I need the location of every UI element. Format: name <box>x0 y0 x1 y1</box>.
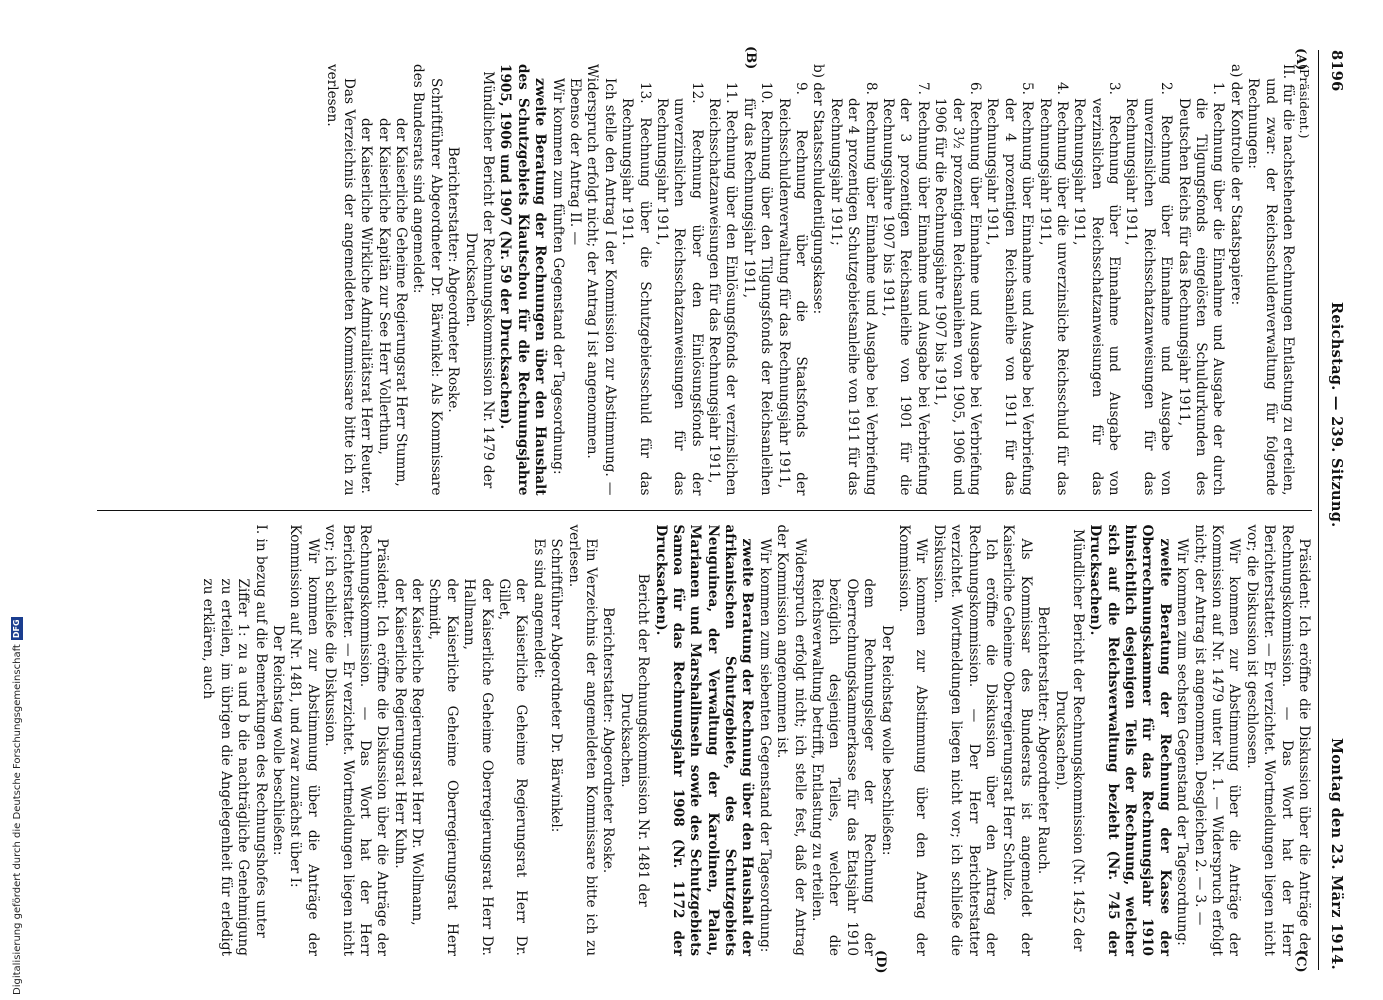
left-column <box>78 50 1318 510</box>
paragraph: der Kaiserliche Kapitän zur See Herr Vollerthun, <box>375 118 392 455</box>
right-column <box>78 511 1318 971</box>
paragraph: Ich stelle den Antrag I der Kommission zur Abstimmung. — Widerspruch erfolgt nicht; der Antrag I ist angenommen. <box>584 64 618 496</box>
paragraph: b) der Staatsschuldentilgungskasse: <box>810 64 827 315</box>
document-page <box>45 40 1345 980</box>
text-columns <box>78 46 1318 974</box>
list-item: 11. Rechnung über den Einlösungsfonds der verzinslichen Reichsschatzanweisungen für das Rechnungsjahr 1911, <box>706 82 740 496</box>
paragraph: Präsident: Ich eröffne die Diskussion über die Anträge der Rechnungskommission. — Das Wort hat der Herr Berichterstatter. — Er verzichtet. Wortmeldungen liegen nicht vor; ich schließe die Diskussion. <box>322 524 391 956</box>
paragraph: Mündlicher Bericht der Rechnungskommission (Nr. 1452 der Drucksachen). <box>1052 529 1086 952</box>
list-item: 8. Rechnung über Einnahme und Ausgabe bei Verbriefung der 4 prozentigen Schutzgebietsanleihe von 1911 für das Rechnungsjahr 1911; <box>827 82 879 496</box>
margin-mark-a: (A) <box>1293 48 1308 71</box>
list-item: 3. Rechnung über Einnahme und Ausgabe von verzinslichen Reichsschatzanweisungen für das Rechnungsjahr 1911, <box>1071 82 1123 496</box>
agenda-item: zweite Beratung der Rechnung der Kasse der Oberrechnungskammer für das Rechnungsjahr 1910 hinsichtlich desjenigen Teils der Rechnung, welcher sich auf die Reichsverwaltung bezieht (Nr. 745 der Drucksachen). <box>1087 524 1173 956</box>
agenda-item: zweite Beratung der Rechnung über den Haushalt der afrikanischen Schutzgebiete, des Schutzgebiets Neuguinea, der Verwaltung der Karolinen, Palau, Marianen und Marshallinseln sowie des Schutzgebiets Samoa für das Rechnungsjahr 1908 (Nr. 1172 der Drucksachen). <box>652 524 756 956</box>
list-item: 9. Rechnung über die Staatsfonds der Reichsschuldenverwaltung für das Rechnungsjahr 1911, <box>775 82 810 496</box>
speaker-tag: (Präsident.) <box>1297 64 1312 139</box>
page-header <box>1318 50 1345 970</box>
paragraph: Schriftführer Abgeordneter Dr. Bärwinkel: <box>548 538 565 833</box>
list-item: 6. Rechnung über Einnahme und Ausgabe bei Verbriefung der 3½ prozentigen Reichsanleihen von 1905, 1906 und 1906 für die Rechnungsjahre 1907 bis 1911, <box>932 82 983 496</box>
credit-text: Digitalisierung gefördert durch die Deutsche Forschungsgemeinschaft <box>11 644 23 995</box>
list-item: 1. Rechnung über die Einnahme und Ausgabe der durch die Tilgungsfonds eingelösten Schuldurkunden des Deutschen Reichs für das Rechnungsjahr 1911, <box>1175 82 1227 496</box>
paragraph: der Kaiserliche Wirkliche Admiralitätsrat Herr Reuter. <box>358 118 375 494</box>
paragraph: Präsident: Ich eröffne die Diskussion über die Anträge der Rechnungskommission. — Das Wort hat der Herr Berichterstatter. — Er verzichtet. Wortmeldungen liegen nicht vor; die Diskussion ist geschlossen. <box>1243 524 1312 956</box>
paragraph: der Kaiserliche Geheime Regierungsrat Herr Stumm, <box>393 118 410 487</box>
paragraph: Wir kommen zur Abstimmung über den Antrag der Kommission. <box>896 524 930 956</box>
session-title: Reichstag. — 239. Sitzung. <box>1328 301 1345 528</box>
list-item: 2. Rechnung über Einnahme und Ausgabe von unverzinslichen Reichsschatzanweisungen für das Rechnungsjahr 1911, <box>1123 82 1175 496</box>
paragraph: der Kaiserliche Geheime Regierungsrat Herr Dr. Gillet, <box>496 578 530 956</box>
paragraph: Berichterstatter: Abgeordneter Roske. <box>600 607 617 874</box>
paragraph: Berichterstatter: Abgeordneter Rauch. <box>1035 606 1052 875</box>
paragraph: Es sind angemeldet: <box>530 538 547 679</box>
paragraph: Widerspruch erfolgt nicht; ich stelle fest, daß der Antrag der Kommission angenommen ist. <box>774 524 808 956</box>
list-item: 5. Rechnung über Einnahme und Ausgabe bei Verbriefung der 4 prozentigen Reichsanleihe von 1911 für das Rechnungsjahr 1911, <box>984 82 1036 496</box>
dfg-logo: DFG <box>12 619 21 639</box>
paragraph: Mündlicher Bericht der Rechnungskommission Nr. 1479 der Drucksachen. <box>462 71 497 489</box>
paragraph: Wir kommen zum sechsten Gegenstand der Tagesordnung: <box>1174 538 1191 946</box>
list-item: 4. Rechnung über die unverzinsliche Reichsschuld für das Rechnungsjahr 1911, <box>1036 82 1070 496</box>
list-item: 12. Rechnung über den Einlösungsfonds der unverzinslichen Reichsschatzanweisungen für das Rechnungsjahr 1911, <box>653 82 705 496</box>
paragraph: Der Reichstag wolle beschließen: <box>878 625 895 856</box>
paragraph: Das Verzeichnis der angemeldeten Kommissare bitte ich zu verlesen. <box>323 64 357 496</box>
digitization-credit <box>10 600 24 995</box>
paragraph: dem Rechnungsleger der Rechnung der Oberrechnungskammerkasse für das Etatsjahr 1910 bezüglich desjenigen Teiles, welcher die Reichsverwaltung betrifft, Entlastung zu erteilen. <box>809 578 878 956</box>
paragraph: der Kaiserliche Regierungsrat Herr Dr. Wollmann, <box>409 578 426 926</box>
page-number: 8196 <box>1328 50 1345 92</box>
paragraph: Ebenso der Antrag II. — <box>566 78 583 246</box>
paragraph: Wir kommen zur Abstimmung über die Anträge der Kommission auf Nr. 1479 unter Nr. 1. — Widerspruch erfolgt nicht; der Antrag ist angenommen. Desgleichen 2. — 3. — <box>1191 524 1243 956</box>
agenda-item: zweite Beratung der Rechnungen über den Haushalt des Schutzgebiets Kiautschou für die Rechnungsjahre 1905, 1906 und 1907 (Nr. 59 der Drucksachen). <box>497 64 549 496</box>
margin-mark-d: (D) <box>873 950 888 974</box>
paragraph: Ziffer 1: zu a und b die nachträgliche Genehmigung zu erteilen, im übrigen die Angelegenheit für erledigt zu erklären, auch <box>200 578 252 956</box>
paragraph: Wir kommen zum siebenten Gegenstand der Tagesordnung: <box>756 538 773 953</box>
list-item: 10. Rechnung über den Tilgungsfonds der Reichsanleihen für das Rechnungsjahr 1911, <box>740 82 775 496</box>
paragraph: Der Reichstag wolle beschließen: <box>269 625 286 856</box>
paragraph: Berichterstatter: Abgeordneter Roske. <box>445 146 462 413</box>
paragraph: a) der Kontrolle der Staatspapiere: <box>1227 64 1244 306</box>
list-item: 13. Rechnung über die Schutzgebietsschuld für das Rechnungsjahr 1911. <box>619 82 653 496</box>
paragraph: der Kaiserliche Regierungsrat Herr Kuhn. <box>391 578 408 869</box>
session-date: Montag den 23. März 1914. <box>1328 737 1345 970</box>
paragraph: I. in bezug auf die Bemerkungen des Rechnungshofes unter <box>252 524 269 938</box>
paragraph: Bericht der Rechnungskommission Nr. 1481 der Drucksachen. <box>617 573 652 907</box>
paragraph: Wir kommen zur Abstimmung über die Anträge der Kommission auf Nr. 1481, und zwar zunächst über I: <box>287 524 321 956</box>
paragraph: Als Kommissar des Bundesrats ist angemeldet der Kaiserliche Geheime Oberregierungsrat Herr Schulze. <box>1000 524 1034 956</box>
paragraph: Ich eröffne die Diskussion über den Antrag der Rechnungskommission. — Der Herr Berichterstatter verzichtet. Wortmeldungen liegen nicht vor; ich schließe die Diskussion. <box>930 524 999 956</box>
margin-mark-c: (C) <box>1293 950 1308 973</box>
margin-mark-b: (B) <box>743 46 758 70</box>
paragraph: II. für die nachstehenden Rechnungen Entlastung zu erteilen, und zwar: der Reichsschuldenverwaltung für folgende Rechnungen: <box>1245 64 1296 496</box>
paragraph: der Kaiserliche Geheime Oberregierungsrat Herr Dr. Hallmann, <box>461 578 495 956</box>
paragraph: Wir kommen zum fünften Gegenstand der Tagesordnung: <box>549 78 566 475</box>
paragraph: Schriftführer Abgeordneter Dr. Bärwinkel: Als Kommissare des Bundesrats sind angemeldet: <box>410 64 444 496</box>
list-item: 7. Rechnung über Einnahme und Ausgabe bei Verbriefung der 3 prozentigen Reichsanleihe von 1901 für die Rechnungsjahre 1907 bis 1911, <box>880 82 931 496</box>
paragraph: der Kaiserliche Geheime Oberregierungsrat Herr Schmidt, <box>426 578 460 956</box>
paragraph: Ein Verzeichnis der angemeldeten Kommissare bitte ich zu verlesen. <box>565 524 599 956</box>
